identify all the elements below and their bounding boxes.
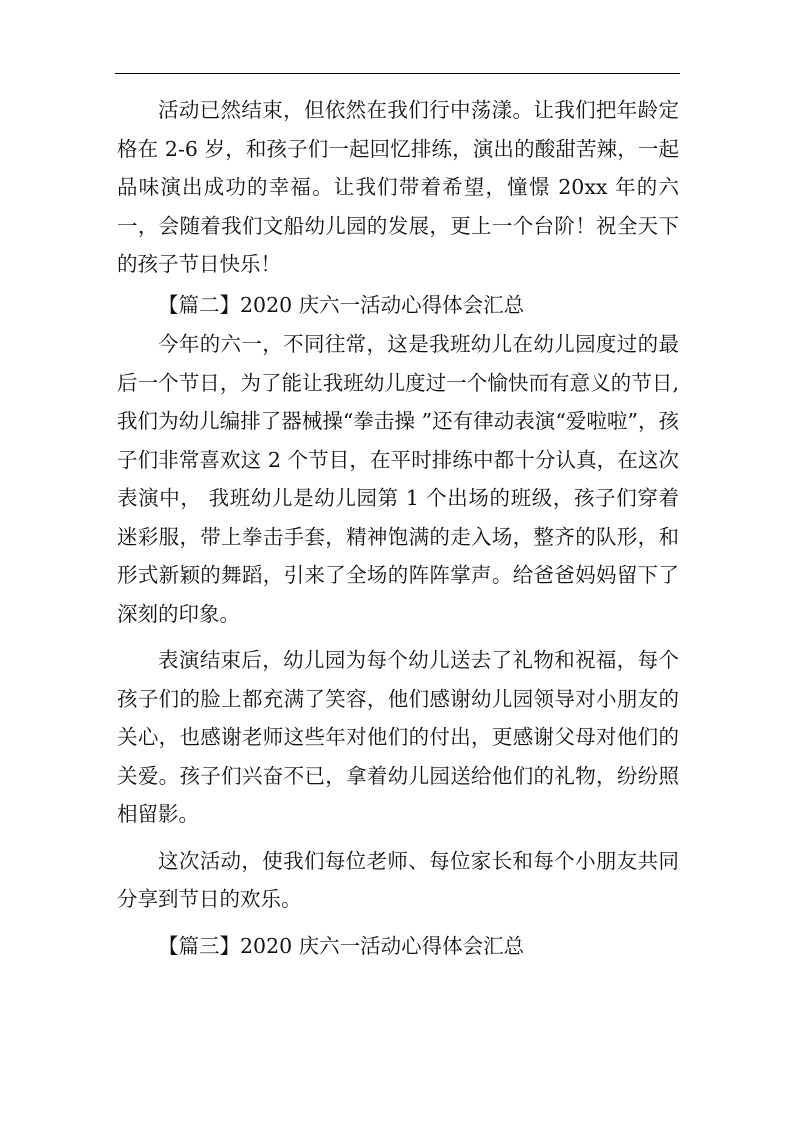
paragraph-gifts-and-thanks: 表演结束后，幼儿园为每个幼儿送去了礼物和祝福，每个孩子们的脸上都充满了笑容，他们感谢幼儿园领导对小朋友的关心，也感谢老师这些年对他们的付出，更感谢父母对他们的关爱。孩子们兴奋不已，拿着幼儿园送给他们的礼物，纷纷照相留影。 [117,648,679,826]
section-heading-part-two: 【篇二】2020 庆六一活动心得体会汇总 [158,292,525,317]
header-rule [115,73,680,74]
paragraph-shared-joy: 这次活动，使我们每位老师、每位家长和每个小朋友共同分享到节日的欢乐。 [117,848,679,911]
section-heading-part-three: 【篇三】2020 庆六一活动心得体会汇总 [158,933,525,958]
paragraph-closing-remarks: 活动已然结束，但依然在我们行中荡漾。让我们把年龄定格在 2-6 岁，和孩子们一起回忆排练，演出的酸甜苦辣，一起品味演出成功的幸福。让我们带着希望，憧憬 20xx 年的六一，会随着我们文船幼儿园的发展，更上一个台阶！祝全天下的孩子节日快乐！ [117,98,679,276]
paragraph-performance-description: 今年的六一，不同往常，这是我班幼儿在幼儿园度过的最后一个节日，为了能让我班幼儿度过一个愉快而有意义的节日,我们为幼儿编排了器械操“拳击操 ”还有律动表演“爱啦啦”，孩子们非常喜欢这 2 个节目，在平时排练中都十分认真，在这次表演中， 我班幼儿是幼儿园第 1 个出场的班级，孩子们穿着迷彩服，带上拳击手套，精神饱满的走入场，整齐的队形，和形式新颖的舞蹈，引来了全场的阵阵掌声。给爸爸妈妈留下了深刻的印象。 [117,332,679,626]
document-body [117,91,679,966]
